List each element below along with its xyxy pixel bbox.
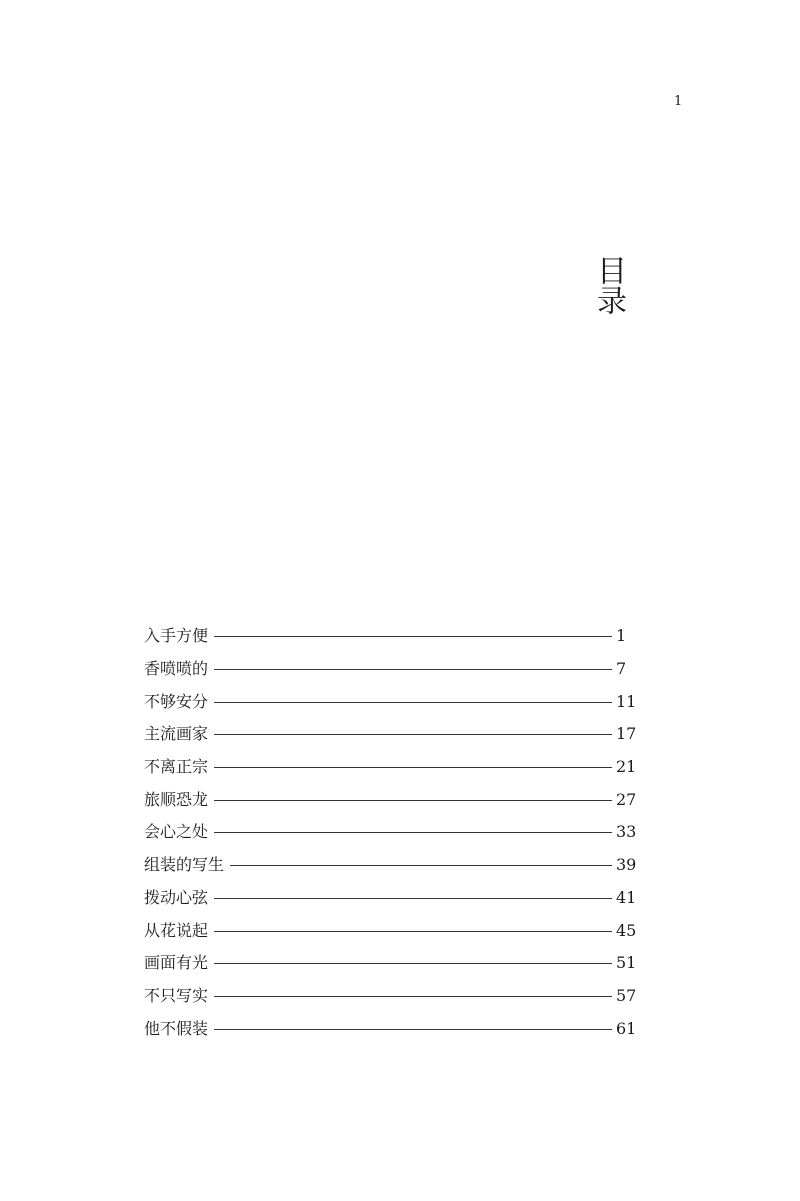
toc-entry-page: 61 <box>616 1018 637 1038</box>
toc-leader-line <box>214 963 612 964</box>
toc-leader-line <box>214 931 612 932</box>
toc-entry-label: 香喷喷的 <box>144 659 209 679</box>
toc-leader-line <box>214 702 612 703</box>
toc-entry-label: 入手方便 <box>144 626 209 646</box>
toc-entry-label: 不离正宗 <box>144 757 209 777</box>
toc-leader-line <box>214 898 612 899</box>
toc-leader-line <box>214 669 612 670</box>
toc-entry-label: 画面有光 <box>144 953 209 973</box>
toc-leader-line <box>214 832 612 833</box>
page-number: 1 <box>674 94 683 109</box>
toc-entry-page: 39 <box>616 855 637 875</box>
toc-entry-label: 不够安分 <box>144 691 209 711</box>
toc-entry-page: 7 <box>616 659 627 679</box>
toc-leader-line <box>214 636 612 637</box>
toc-leader-line <box>230 865 612 866</box>
toc-leader-line <box>214 734 612 735</box>
toc-leader-line <box>214 1029 612 1030</box>
toc-leader-line <box>214 767 612 768</box>
toc-entry-label: 旅顺恐龙 <box>144 789 209 809</box>
toc-entry[interactable] <box>144 751 636 784</box>
toc-entry-label: 组装的写生 <box>144 855 225 875</box>
toc-entry-page: 21 <box>616 757 637 777</box>
toc-entry[interactable] <box>144 882 636 915</box>
toc-entry[interactable] <box>144 1012 636 1045</box>
toc-entry-label: 从花说起 <box>144 920 209 940</box>
toc-title: 目录 <box>591 255 626 315</box>
toc-entry[interactable] <box>144 914 636 947</box>
toc-entry[interactable] <box>144 980 636 1013</box>
toc-entry-page: 41 <box>616 887 637 907</box>
toc-leader-line <box>214 800 612 801</box>
toc-entry-page: 1 <box>616 626 627 646</box>
toc-entry[interactable] <box>144 653 636 686</box>
toc-entry-page: 17 <box>616 724 637 744</box>
toc-entry-label: 会心之处 <box>144 822 209 842</box>
toc-entry[interactable] <box>144 783 636 816</box>
toc-entry-page: 45 <box>616 920 637 940</box>
toc-entry-label: 他不假装 <box>144 1018 209 1038</box>
toc-entry-page: 51 <box>616 953 637 973</box>
toc-entry-page: 57 <box>616 985 637 1005</box>
toc-entry-page: 33 <box>616 822 637 842</box>
toc-entry-page: 27 <box>616 789 637 809</box>
toc-entry[interactable] <box>144 620 636 653</box>
toc-entry[interactable] <box>144 849 636 882</box>
table-of-contents <box>144 620 636 1045</box>
toc-leader-line <box>214 996 612 997</box>
toc-entry-page: 11 <box>616 691 637 711</box>
toc-entry-label: 主流画家 <box>144 724 209 744</box>
toc-entry[interactable] <box>144 718 636 751</box>
toc-entry[interactable] <box>144 947 636 980</box>
toc-entry[interactable] <box>144 685 636 718</box>
toc-entry-label: 不只写实 <box>144 985 209 1005</box>
toc-entry[interactable] <box>144 816 636 849</box>
toc-entry-label: 拨动心弦 <box>144 887 209 907</box>
